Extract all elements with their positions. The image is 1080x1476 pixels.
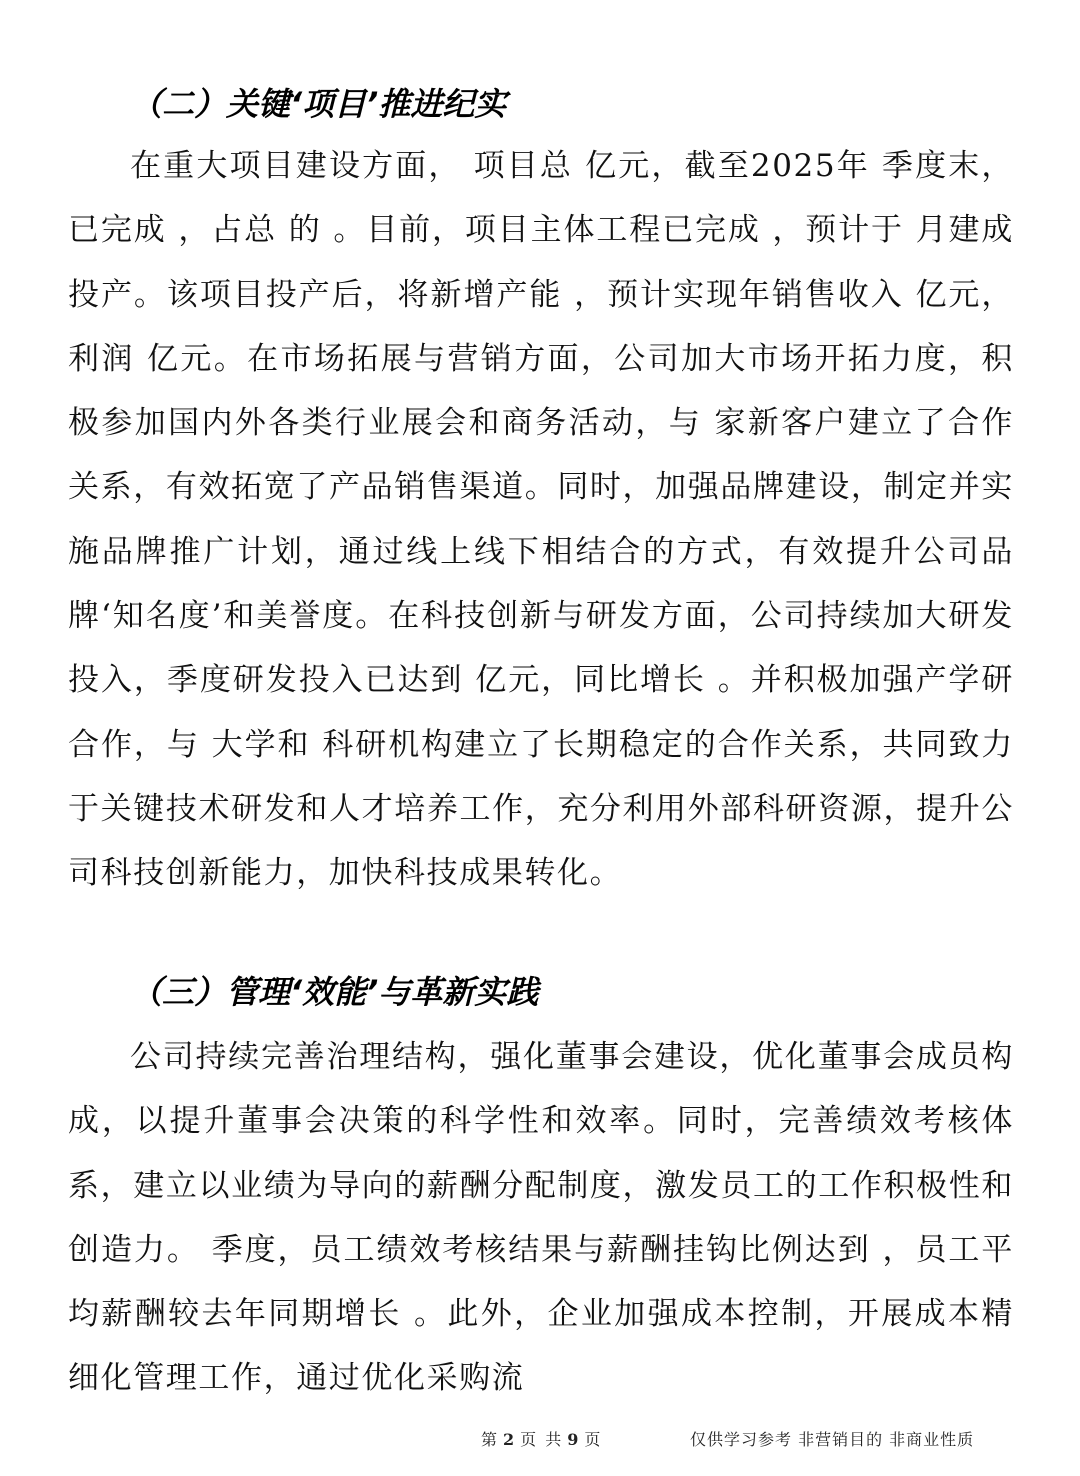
page-number-prefix: 第 [481, 1430, 500, 1449]
page-number-middle: 页 共 [520, 1430, 564, 1449]
current-page: 2 [503, 1430, 517, 1449]
section-heading-2: （二）关键‘项目’推进纪实 [130, 85, 507, 123]
total-pages: 9 [567, 1430, 581, 1449]
footer-disclaimer: 仅供学习参考 非营销目的 非商业性质 [690, 1430, 975, 1449]
section-heading-3: （三）管理‘效能’与革新实践 [130, 973, 539, 1011]
section-3-paragraph: 公司持续完善治理结构，强化董事会建设，优化董事会成员构成，以提升董事会决策的科学性和效率。同时，完善绩效考核体系，建立以业绩为导向的薪酬分配制度，激发员工的工作积极性和创造力。 季度，员工绩效考核结果与薪酬挂钩比例达到 ，员工平均薪酬较去年同期增长 。此外，企业加强成本控制，开展成本精细化管理工作，通过优化采购流 [68, 1039, 1014, 1397]
page-number-suffix: 页 [584, 1430, 603, 1449]
page-number [481, 1428, 602, 1452]
section-2-paragraph: 在重大项目建设方面， 项目总 亿元，截至2025年 季度末，已完成 ，占总 的 。目前，项目主体工程已完成 ，预计于 月建成投产。该项目投产后，将新增产能 ，预计实现年销售收入 亿元，利润 亿元。在市场拓展与营销方面，公司加大市场开拓力度，积极参加国内外各类行业展会和商务活动，与 家新客户建立了合作关系，有效拓宽了产品销售渠道。同时，加强品牌建设，制定并实施品牌推广计划，通过线上线下相结合的方式，有效提升公司品牌‘知名度’和美誉度。在科技创新与研发方面，公司持续加大研发投入，季度研发投入已达到 亿元，同比增长 。并积极加强产学研合作，与 大学和 科研机构建立了长期稳定的合作关系，共同致力于关键技术研发和人才培养工作，充分利用外部科研资源，提升公司科技创新能力，加快科技成果转化。 [68, 148, 1014, 892]
